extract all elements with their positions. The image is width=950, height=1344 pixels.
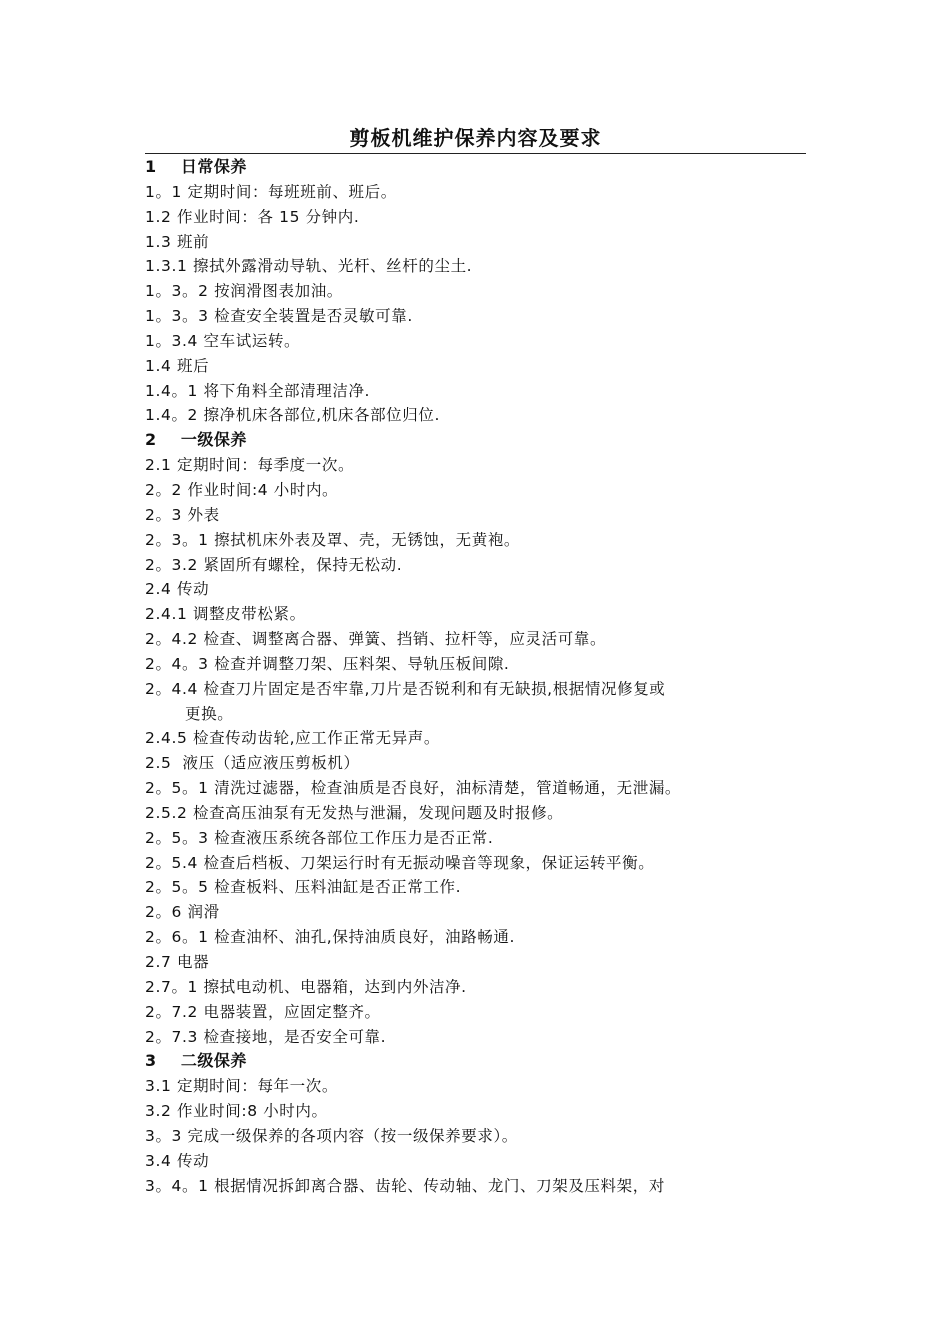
section-heading: 2 一级保养 (145, 430, 247, 450)
list-item: 1。3.4 空车试运转。 (145, 331, 301, 350)
list-item: 1。3。2 按润滑图表加油。 (145, 282, 343, 301)
list-item: 2。6 润滑 (145, 903, 220, 922)
list-item: 2。3。1 擦拭机床外表及罩、壳，无锈蚀，无黄袍。 (145, 530, 521, 549)
section-heading: 3 二级保养 (145, 1051, 247, 1071)
list-item: 3.1 定期时间：每年一次。 (145, 1077, 338, 1096)
list-item: 2.7。1 擦拭电动机、电器箱，达到内外洁净. (145, 977, 467, 996)
list-item: 2.4.1 调整皮带松紧。 (145, 605, 306, 624)
list-item: 3。3 完成一级保养的各项内容（按一级保养要求）。 (145, 1126, 518, 1145)
list-item: 1.3 班前 (145, 232, 210, 251)
list-item: 2。6。1 检查油杯、油孔,保持油质良好，油路畅通. (145, 928, 515, 947)
list-item: 1.4。2 擦净机床各部位,机床各部位归位. (145, 406, 440, 425)
section-heading: 1 日常保养 (145, 157, 247, 176)
list-item: 2。7.3 检查接地，是否安全可靠. (145, 1027, 387, 1046)
list-item: 1.3.1 擦拭外露滑动导轨、光杆、丝杆的尘土. (145, 257, 473, 276)
list-item: 2.4.5 检查传动齿轮,应工作正常无异声。 (145, 729, 440, 748)
list-item: 2。3.2 紧固所有螺栓，保持无松动. (145, 555, 403, 574)
item-continuation: 更换。 (185, 704, 234, 723)
list-item: 2。5.4 检查后档板、刀架运行时有无振动噪音等现象，保证运转平衡。 (145, 853, 655, 872)
list-item: 1。1 定期时间：每班班前、班后。 (145, 182, 397, 201)
list-item: 2。4.4 检查刀片固定是否牢靠,刀片是否锐利和有无缺损,根据情况修复或 (145, 679, 666, 698)
list-item: 1。3。3 检查安全装置是否灵敏可靠. (145, 307, 413, 326)
list-item: 1.4 班后 (145, 356, 210, 375)
list-item: 2。3 外表 (145, 505, 220, 524)
list-item: 2。4.2 检查、调整离合器、弹簧、挡销、拉杆等，应灵活可靠。 (145, 630, 607, 649)
list-item: 2。5。1 清洗过滤器，检查油质是否良好，油标清楚，管道畅通，无泄漏。 (145, 779, 682, 798)
list-item: 2。5。5 检查板料、压料油缸是否正常工作. (145, 878, 462, 897)
list-item: 2。7.2 电器装置，应固定整齐。 (145, 1002, 381, 1021)
list-item: 1.2 作业时间：各 15 分钟内. (145, 207, 360, 226)
list-item: 2。5。3 检查液压系统各部位工作压力是否正常. (145, 828, 494, 847)
list-item: 2。4。3 检查并调整刀架、压料架、导轨压板间隙. (145, 654, 510, 673)
list-item: 3。4。1 根据情况拆卸离合器、齿轮、传动轴、龙门、刀架及压料架，对 (145, 1176, 665, 1195)
list-item: 2.5.2 检查高压油泵有无发热与泄漏，发现问题及时报修。 (145, 803, 564, 822)
list-item: 3.4 传动 (145, 1151, 210, 1170)
list-item: 2.7 电器 (145, 953, 210, 971)
list-item: 2。2 作业时间:4 小时内。 (145, 480, 339, 499)
list-item: 3.2 作业时间:8 小时内。 (145, 1102, 328, 1121)
list-item: 2.5 液压（适应液压剪板机） (145, 754, 360, 773)
list-item: 2.1 定期时间：每季度一次。 (145, 456, 355, 475)
document-body (145, 155, 825, 1198)
title-divider (145, 153, 806, 154)
list-item: 2.4 传动 (145, 580, 210, 599)
list-item: 1.4。1 将下角料全部清理洁净. (145, 381, 371, 400)
page-title: 剪板机维护保养内容及要求 (349, 126, 602, 150)
